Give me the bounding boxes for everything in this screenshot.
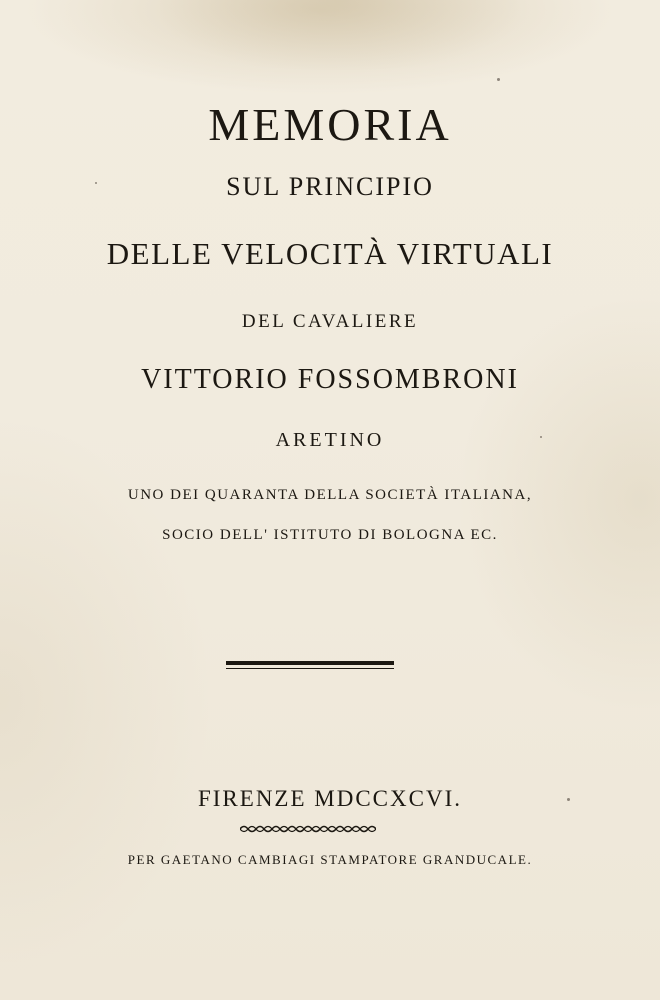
- divider-thin-line: [226, 668, 394, 669]
- subtitle-line-1: SUL PRINCIPIO: [226, 172, 434, 201]
- paper-speck: [567, 798, 570, 801]
- paper-speck: [540, 436, 542, 438]
- paper-speck: [95, 182, 97, 184]
- author-origin: ARETINO: [275, 429, 385, 451]
- author-prefix: DEL CAVALIERE: [241, 311, 419, 332]
- divider-thick-line: [226, 661, 394, 665]
- subtitle-line-2: DELLE VELOCITÀ VIRTUALI: [106, 236, 554, 271]
- paper-stain: [160, 0, 520, 70]
- double-rule-divider: [226, 661, 394, 671]
- imprint-place-year: FIRENZE MDCCXCVI.: [197, 786, 462, 811]
- affiliation-line-1: UNO DEI QUARANTA DELLA SOCIETÀ ITALIANA,: [127, 487, 533, 503]
- paper-speck: [497, 78, 500, 81]
- ornament-band: [240, 824, 376, 834]
- author-name: VITTORIO FOSSOMBRONI: [141, 364, 519, 395]
- book-title: MEMORIA: [208, 99, 452, 150]
- affiliation-line-2: SOCIO DELL' ISTITUTO DI BOLOGNA EC.: [162, 527, 498, 543]
- printer-line: PER GAETANO CAMBIAGI STAMPATORE GRANDUCALE.: [127, 852, 533, 867]
